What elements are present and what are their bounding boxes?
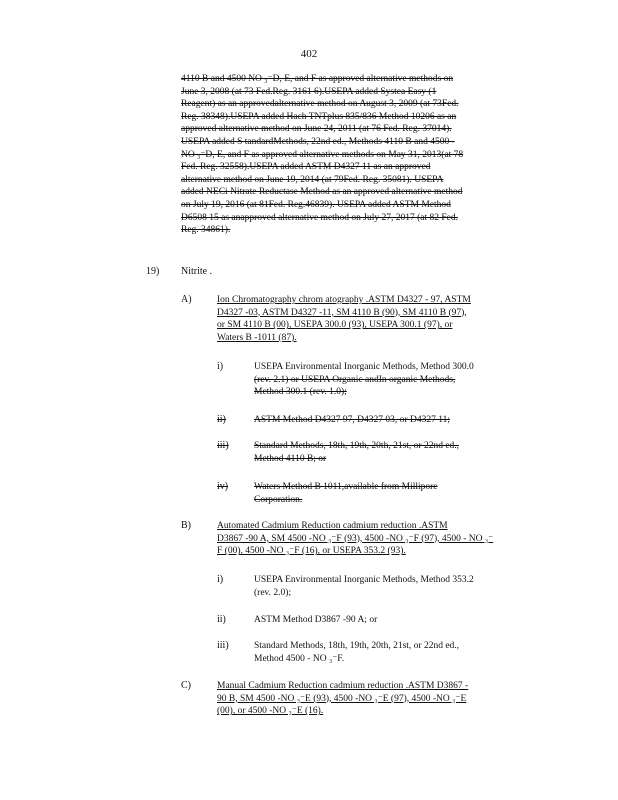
text-line: Method 4110 B; or (254, 453, 327, 464)
text-line: or SM 4110 B (00), USEPA 300.0 (93), USEPA 300.1 (97), or (217, 320, 453, 331)
text-line: (rev. 2.1) or USEPA Organic andIn organic Methods, (254, 374, 456, 385)
text-line: Method 4500 - NO ₃⁻F. (254, 653, 345, 664)
text-line: F (00), 4500 -NO ₃⁻F (16), or USEPA 353.2 (93). (217, 546, 406, 557)
text-line: D4327 -03, ASTM D4327 -11, SM 4110 B (90), SM 4110 B (97), (217, 307, 467, 318)
a-iii-label: iii) (217, 440, 229, 451)
subitem-c-text (217, 680, 468, 718)
text-line: Automated Cadmium Reduction cadmium reduction .ASTM (217, 521, 448, 531)
text-line: Ion Chromatography chrom atography .ASTM D4327 - 97, ASTM (217, 295, 471, 305)
text-line: 90 B, SM 4500 -NO ₃⁻E (93), 4500 -NO ₃⁻E (97), 4500 -NO ₃⁻E (217, 693, 467, 704)
intro-paragraph (181, 73, 463, 237)
subitem-a-label: A) (181, 294, 192, 305)
text-line: D6508 15 as anapproved alternative method on July 27, 2017 (at 82 Fed. (181, 212, 459, 223)
text-line: Standard Methods, 18th, 19th, 20th, 21st, or 22nd ed., (254, 441, 460, 451)
subitem-b-text (217, 520, 493, 558)
text-line: USEPA added S tandardMethods, 22nd ed., Methods 4110 B and 4500 - (181, 136, 455, 147)
b-ii-label: ii) (217, 614, 226, 625)
a-ii-label: ii) (217, 414, 226, 425)
a-iii-text (254, 440, 459, 465)
item-19-title: Nitrite . (181, 266, 213, 277)
text-line: Reg. 38348).USEPA added Hach TNTplus 835/836 Method 10206 as an (181, 111, 457, 122)
text-line: Waters Method B 1011,available from Millipore (254, 482, 438, 492)
a-i-text (254, 361, 474, 399)
subitem-b-label: B) (181, 520, 191, 531)
subitem-a-text (217, 294, 471, 344)
a-ii-text (254, 414, 450, 427)
page-number: 402 (300, 48, 318, 60)
text-line: on July 19, 2016 (at 81Fed. Reg.46839). USEPA added ASTM Method (181, 199, 451, 210)
text-line: (rev. 2.0); (254, 587, 292, 598)
text-line: NO ₃⁻D, E, and F as approved alternative methods on May 31, 2013(at 78 (181, 149, 464, 160)
text-line: alternative method on June 19, 2014 (at 79Fed. Reg. 35081). USEPA (181, 174, 444, 185)
text-line: Standard Methods, 18th, 19th, 20th, 21st, or 22nd ed., (254, 641, 460, 651)
a-i-label: i) (217, 361, 224, 372)
text-line: Fed. Reg. 32558).USEPA added ASTM D4327 11 as an approved (181, 162, 431, 173)
b-i-label: i) (217, 574, 224, 585)
text-line: Waters B -1011 (87). (217, 332, 297, 343)
a-iv-label: iv) (217, 481, 229, 492)
text-line: ASTM Method D3867 -90 A; or (254, 615, 378, 625)
text-line: USEPA Environmental Inorganic Methods, Method 353.2 (254, 575, 474, 585)
text-line: Corporation. (254, 494, 303, 505)
b-ii-text (254, 614, 377, 627)
text-line: Manual Cadmium Reduction cadmium reduction .ASTM D3867 - (217, 681, 469, 691)
text-line: 4110 B and 4500 NO ₃⁻D, E, and F as approved alternative methods on (181, 74, 454, 84)
a-iv-text (254, 481, 438, 506)
text-line: Method 300.1 (rev. 1.0); (254, 387, 347, 398)
text-line: (00), or 4500 -NO ₃⁻E (16). (217, 706, 324, 717)
b-iii-text (254, 640, 459, 665)
item-19-label: 19) (146, 266, 160, 277)
b-iii-label: iii) (217, 640, 229, 651)
b-i-text (254, 574, 474, 599)
text-line: D3867 -90 A, SM 4500 -NO ₃⁻F (93), 4500 -NO ₃⁻F (97), 4500 - NO ₃⁻ (217, 533, 494, 544)
text-line: USEPA Environmental Inorganic Methods, Method 300.0 (254, 362, 474, 372)
text-line: Reg. 34861). (181, 225, 231, 236)
text-line: added NECi Nitrate Reductase Method as an approved alternative method (181, 187, 463, 198)
subitem-c-label: C) (181, 680, 191, 691)
text-line: approved alternative method on June 24, 2011 (at 76 Fed. Reg. 37014). (181, 124, 452, 135)
text-line: ASTM Method D4327 97, D4327 03, or D4327 11; (254, 415, 450, 425)
text-line: June 3, 2008 (at 73 Fed.Reg. 3161 6).USEPA added Systea Easy (1 (181, 86, 437, 97)
text-line: Reagent) as an approvedalternative method on August 3, 2009 (at 73Fed. (181, 99, 459, 110)
